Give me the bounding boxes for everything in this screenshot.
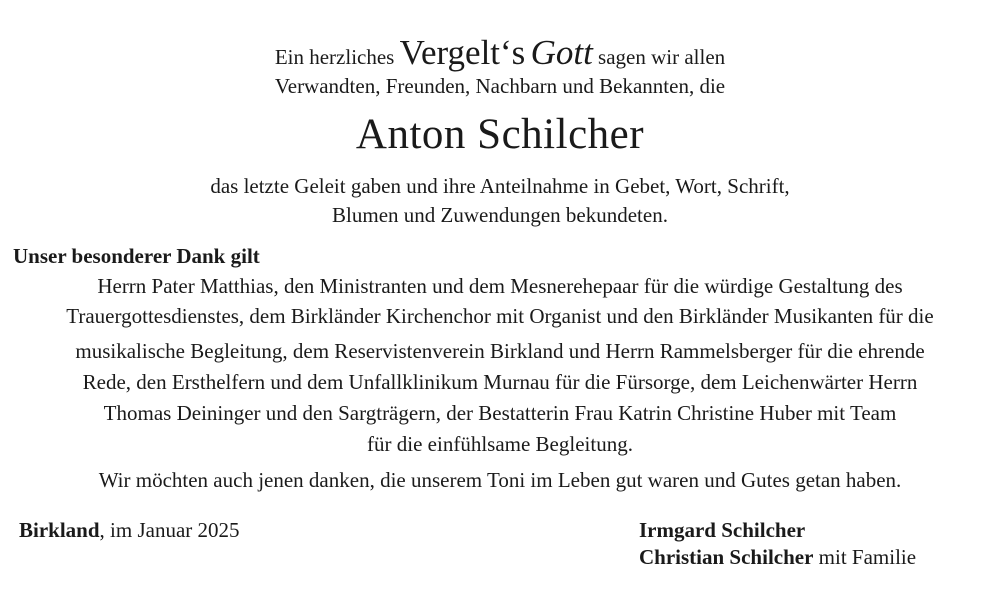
special-thanks-heading: Unser besonderer Dank gilt	[13, 244, 260, 268]
place: Birkland	[19, 518, 100, 542]
intro-line	[0, 33, 1000, 73]
special-thanks-line: Trauergottesdienstes, dem Birkländer Kirchenchor mit Organist und den Birkländer Musikanten für die	[66, 304, 934, 328]
signatory-2-name: Christian Schilcher	[639, 545, 814, 569]
special-thanks-line: musikalische Begleitung, dem Reservistenverein Birkland und Herrn Rammelsberger für die ehrende	[75, 339, 925, 363]
place-date	[19, 518, 240, 543]
signatory-1	[639, 518, 805, 543]
intro-post: sagen wir allen	[598, 45, 726, 69]
deceased-name: Anton Schilcher	[355, 111, 645, 158]
intro-pre: Ein herzliches	[274, 45, 395, 69]
signatory-1-name: Irmgard Schilcher	[639, 518, 806, 542]
date: , im Januar 2025	[99, 518, 240, 542]
signatory-2	[639, 545, 916, 570]
special-thanks-line: Herrn Pater Matthias, den Ministranten und dem Mesnerehepaar für die würdige Gestaltung des	[97, 274, 903, 298]
closing-line: Wir möchten auch jenen danken, die unserem Toni im Leben gut waren und Gutes getan haben.	[98, 468, 902, 492]
thanks-line: Blumen und Zuwendungen bekundeten.	[332, 203, 668, 227]
intro-line-2: Verwandten, Freunden, Nachbarn und Bekannten, die	[274, 74, 726, 98]
intro-vergelts: Vergelt‘s	[399, 33, 526, 72]
signatory-2-suffix: mit Familie	[813, 545, 917, 569]
thanks-line: das letzte Geleit gaben und ihre Anteilnahme in Gebet, Wort, Schrift,	[210, 174, 790, 198]
special-thanks-line: für die einfühlsame Begleitung.	[367, 432, 633, 456]
intro-gott: Gott	[530, 33, 593, 72]
special-thanks-line: Rede, den Ersthelfern und dem Unfallklinikum Murnau für die Fürsorge, dem Leichenwärter Herrn	[82, 370, 918, 394]
special-thanks-line: Thomas Deininger und den Sargträgern, der Bestatterin Frau Katrin Christine Huber mit Team	[103, 401, 897, 425]
